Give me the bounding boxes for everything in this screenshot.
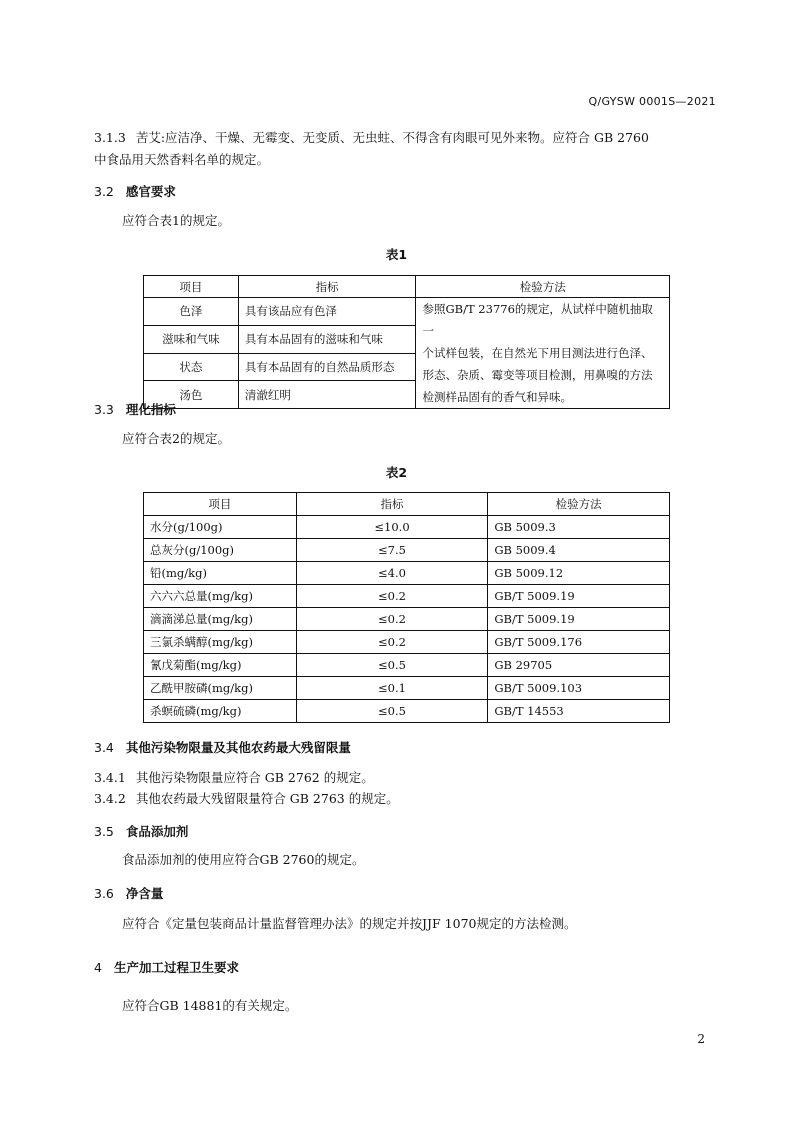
table-cell: GB/T 5009.19 <box>488 608 670 631</box>
table-row <box>144 700 670 723</box>
heading-3-4 <box>94 738 351 756</box>
table-cell: GB/T 14553 <box>488 700 670 723</box>
method-line: 个试样包装，在自然光下用目测法进行色泽、 <box>422 346 653 360</box>
heading-title: 其他污染物限量及其他农药最大残留限量 <box>125 740 351 755</box>
table-cell: ≤0.5 <box>296 700 488 723</box>
table-cell: 滋味和气味 <box>144 325 239 353</box>
table-cell: 杀螟硫磷(mg/kg) <box>144 700 297 723</box>
column-header: 指标 <box>296 493 488 516</box>
heading-3-6 <box>94 884 163 902</box>
heading-3-2 <box>94 182 176 200</box>
paragraph: 其他农药最大残留限量符合 GB 2763 的规定。 <box>135 791 399 806</box>
table-cell: 滴滴涕总量(mg/kg) <box>144 608 297 631</box>
table-cell: 三氯杀螨醇(mg/kg) <box>144 631 297 654</box>
table-cell: 汤色 <box>144 381 239 409</box>
table-cell: GB 5009.3 <box>488 516 670 539</box>
column-header: 项目 <box>144 276 239 298</box>
table-cell: 总灰分(g/100g) <box>144 539 297 562</box>
method-line: 参照GB/T 23776的规定，从试样中随机抽取一 <box>422 302 653 338</box>
column-header: 指标 <box>238 276 416 298</box>
method-line: 检测样品固有的香气和异味。 <box>422 390 572 404</box>
table-cell: ≤0.2 <box>296 631 488 654</box>
section-number: 3.2 <box>94 184 114 199</box>
heading-title: 理化指标 <box>125 402 176 417</box>
section-3-4-2 <box>94 788 399 810</box>
table-cell: ≤4.0 <box>296 562 488 585</box>
table-cell: GB/T 5009.103 <box>488 677 670 700</box>
table-cell: GB 5009.4 <box>488 539 670 562</box>
column-header: 检验方法 <box>416 276 670 298</box>
table-row <box>144 654 670 677</box>
table-row <box>144 585 670 608</box>
document-code: Q/GYSW 0001S—2021 <box>588 95 716 108</box>
heading-3-3 <box>94 400 176 418</box>
table-1 <box>143 275 670 409</box>
table-cell: 具有本品固有的自然品质形态 <box>238 353 416 381</box>
section-number: 3.5 <box>94 824 114 839</box>
paragraph: 应符合《定量包装商品计量监督管理办法》的规定并按JJF 1070规定的方法检测。 <box>122 916 577 931</box>
column-header: 项目 <box>144 493 297 516</box>
table-cell: 色泽 <box>144 298 239 326</box>
table-cell: GB/T 5009.176 <box>488 631 670 654</box>
table-2-caption: 表2 <box>385 465 408 480</box>
paragraph: 其他污染物限量应符合 GB 2762 的规定。 <box>135 770 374 785</box>
table-cell: 状态 <box>144 353 239 381</box>
table-row <box>144 677 670 700</box>
table-cell: GB 5009.12 <box>488 562 670 585</box>
table-header-row <box>144 276 670 298</box>
method-line: 形态、杂质、霉变等项目检测，用鼻嗅的方法 <box>422 368 653 382</box>
heading-title: 感官要求 <box>125 184 176 199</box>
table-2 <box>143 492 670 723</box>
table-row <box>144 539 670 562</box>
table-cell: 六六六总量(mg/kg) <box>144 585 297 608</box>
heading-3-5 <box>94 822 188 840</box>
section-number: 3.1.3 <box>94 130 126 145</box>
page-number: 2 <box>697 1032 705 1046</box>
column-header: 检验方法 <box>488 493 670 516</box>
table-cell: ≤0.5 <box>296 654 488 677</box>
section-number: 3.4.1 <box>94 770 126 785</box>
table-cell: ≤10.0 <box>296 516 488 539</box>
table-row <box>144 631 670 654</box>
section-number: 4 <box>94 960 102 975</box>
paragraph: 应符合GB 14881的有关规定。 <box>122 998 298 1013</box>
table-cell: 具有本品固有的滋味和气味 <box>238 325 416 353</box>
table-cell: ≤0.2 <box>296 608 488 631</box>
paragraph: 应符合表2的规定。 <box>122 431 230 446</box>
table-1-caption: 表1 <box>385 247 408 262</box>
paragraph-line: 中食品用天然香料名单的规定。 <box>94 152 270 167</box>
table-row <box>144 562 670 585</box>
table-cell: 水分(g/100g) <box>144 516 297 539</box>
heading-title: 食品添加剂 <box>125 824 189 839</box>
paragraph-line: 苦艾:应洁净、干燥、无霉变、无变质、无虫蛀、不得含有肉眼可见外来物。应符合 GB 2760 <box>135 130 649 145</box>
table-cell: GB 29705 <box>488 654 670 677</box>
section-number: 3.4.2 <box>94 791 126 806</box>
method-cell <box>416 298 670 409</box>
table-row <box>144 298 670 326</box>
table-row <box>144 516 670 539</box>
heading-title: 净含量 <box>125 886 164 901</box>
paragraph: 食品添加剂的使用应符合GB 2760的规定。 <box>122 852 365 867</box>
section-number: 3.4 <box>94 740 114 755</box>
table-cell: 具有该品应有色泽 <box>238 298 416 326</box>
table-cell: ≤7.5 <box>296 539 488 562</box>
section-number: 3.3 <box>94 402 114 417</box>
section-3-1-3 <box>94 127 649 149</box>
table-cell: ≤0.1 <box>296 677 488 700</box>
table-cell: ≤0.2 <box>296 585 488 608</box>
table-cell: GB/T 5009.19 <box>488 585 670 608</box>
heading-title: 生产加工过程卫生要求 <box>113 960 239 975</box>
table-cell: 铅(mg/kg) <box>144 562 297 585</box>
paragraph: 应符合表1的规定。 <box>122 213 230 228</box>
section-number: 3.6 <box>94 886 114 901</box>
heading-4 <box>94 958 239 976</box>
table-cell: 清澈红明 <box>238 381 416 409</box>
table-cell: 氰戊菊酯(mg/kg) <box>144 654 297 677</box>
table-row <box>144 608 670 631</box>
section-3-4-1 <box>94 767 374 789</box>
table-header-row <box>144 493 670 516</box>
table-cell: 乙酰甲胺磷(mg/kg) <box>144 677 297 700</box>
